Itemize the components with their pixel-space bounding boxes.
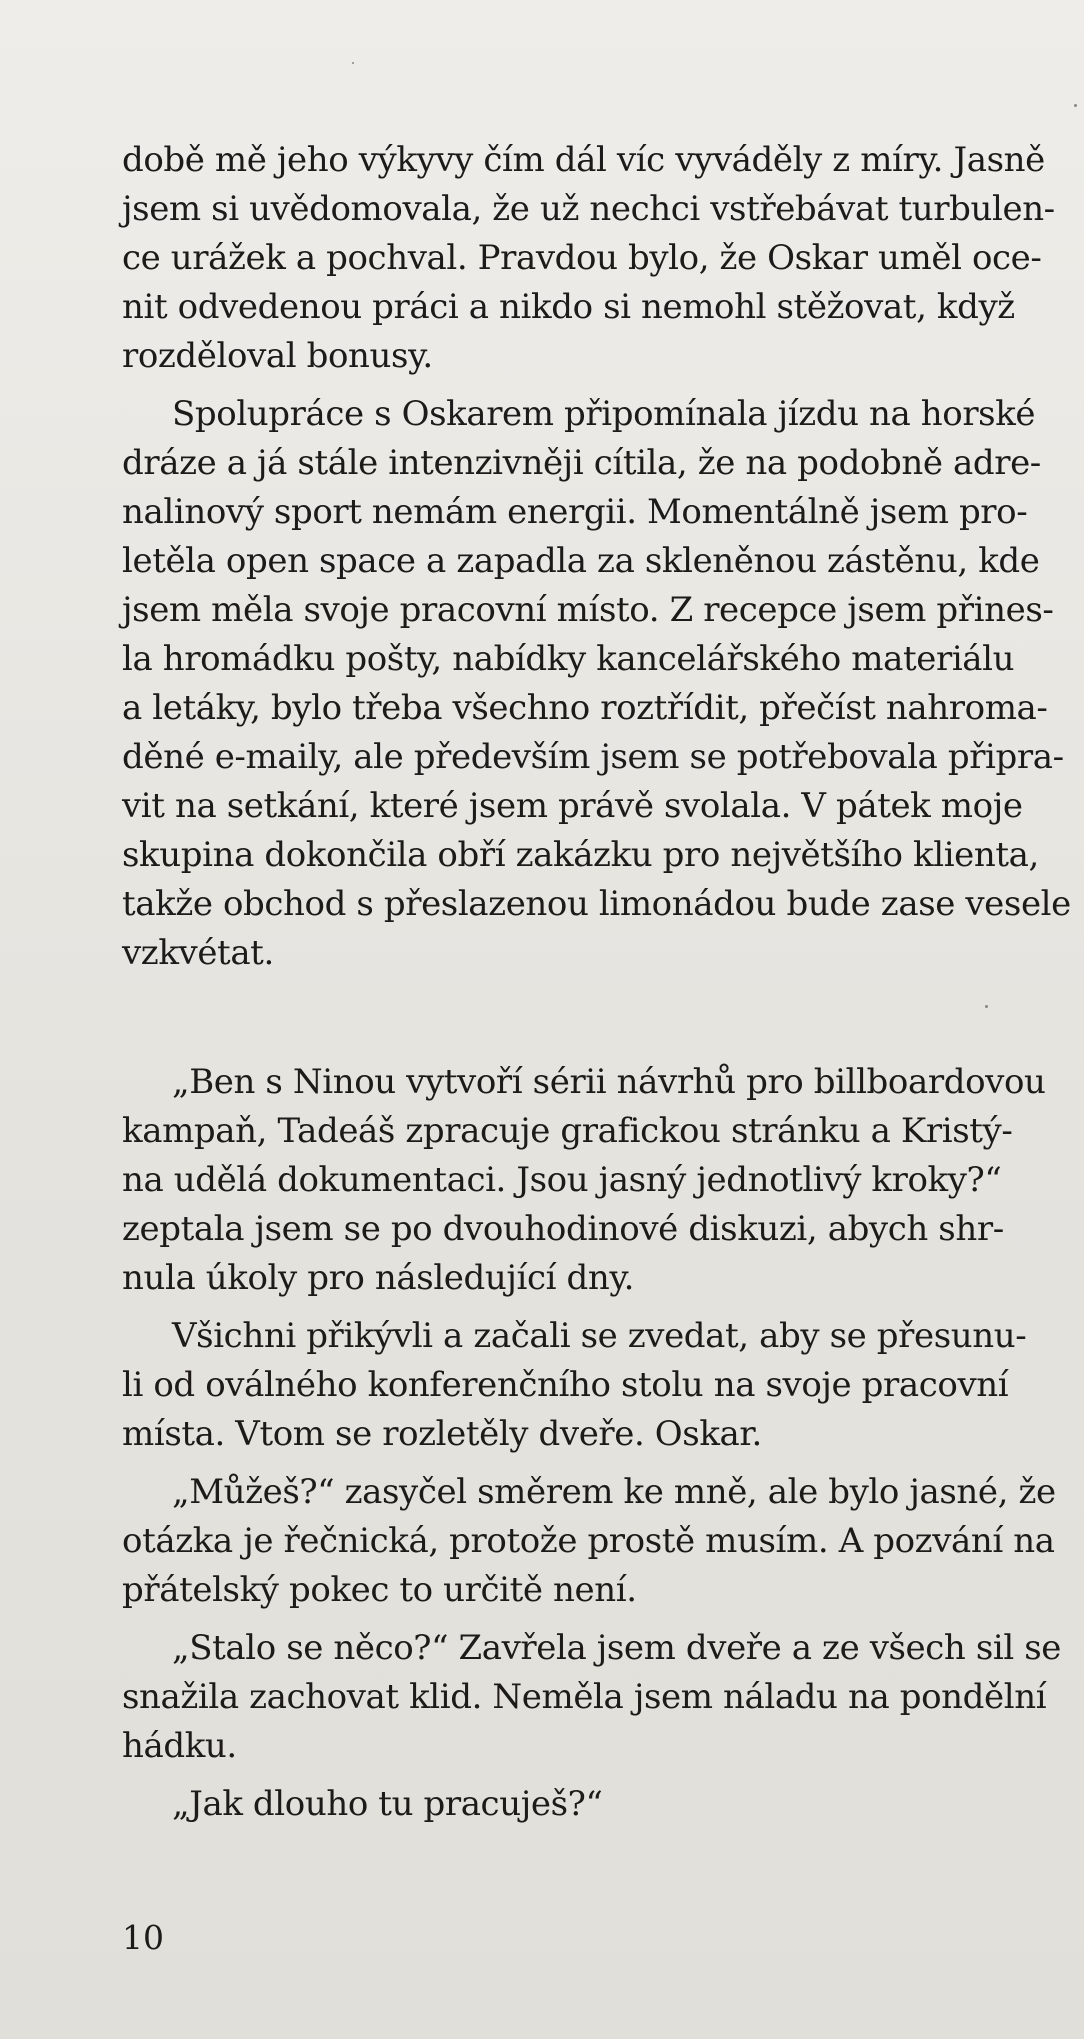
text-line: zeptala jsem se po dvouhodinové diskuzi, abych shr- bbox=[122, 1209, 1004, 1249]
text-line: nit odvedenou práci a nikdo si nemohl stěžovat, když bbox=[122, 287, 1015, 327]
text-line: přátelský pokec to určitě není. bbox=[122, 1570, 637, 1610]
text-line: nalinový sport nemám energii. Momentálně jsem pro- bbox=[122, 492, 1028, 532]
text-line: jsem si uvědomovala, že už nechci vstřebávat turbulen- bbox=[122, 189, 1055, 229]
text-line: ce urážek a pochval. Pravdou bylo, že Oskar uměl oce- bbox=[122, 238, 1042, 278]
text-line: „Jak dlouho tu pracuješ?“ bbox=[172, 1784, 603, 1824]
dust-speck bbox=[985, 1005, 988, 1008]
text-line: takže obchod s přeslazenou limonádou bude zase vesele bbox=[122, 884, 1071, 924]
text-line: Všichni přikývli a začali se zvedat, aby se přesunu- bbox=[172, 1316, 1027, 1356]
text-line: Spolupráce s Oskarem připomínala jízdu na horské bbox=[172, 394, 1036, 434]
text-line: kampaň, Tadeáš zpracuje grafickou stránku a Kristý- bbox=[122, 1111, 1013, 1151]
text-line: na udělá dokumentaci. Jsou jasný jednotlivý kroky?“ bbox=[122, 1160, 1002, 1200]
text-line: jsem měla svoje pracovní místo. Z recepce jsem přines- bbox=[122, 590, 1054, 630]
text-line: snažila zachovat klid. Neměla jsem náladu na pondělní bbox=[122, 1677, 1047, 1717]
text-line: otázka je řečnická, protože prostě musím. A pozvání na bbox=[122, 1521, 1055, 1561]
page-number: 10 bbox=[122, 1918, 164, 1957]
text-line: li od oválného konferenčního stolu na svoje pracovní bbox=[122, 1365, 1009, 1405]
text-line: vzkvétat. bbox=[122, 933, 274, 973]
text-line: hádku. bbox=[122, 1726, 237, 1766]
text-line: děné e-maily, ale především jsem se potřebovala připra- bbox=[122, 737, 1064, 777]
dust-speck bbox=[352, 62, 354, 64]
text-line: nula úkoly pro následující dny. bbox=[122, 1258, 635, 1298]
text-line: době mě jeho výkyvy čím dál víc vyváděly z míry. Jasně bbox=[122, 140, 1045, 180]
text-line: rozděloval bonusy. bbox=[122, 336, 433, 376]
text-line: la hromádku pošty, nabídky kancelářského materiálu bbox=[122, 639, 1015, 679]
dust-speck bbox=[1074, 104, 1077, 107]
text-line: skupina dokončila obří zakázku pro největšího klienta, bbox=[122, 835, 1039, 875]
text-line: dráze a já stále intenzivněji cítila, že na podobně adre- bbox=[122, 443, 1041, 483]
text-line: „Stalo se něco?“ Zavřela jsem dveře a ze všech sil se bbox=[172, 1628, 1061, 1668]
text-line: „Ben s Ninou vytvoří sérii návrhů pro billboardovou bbox=[172, 1062, 1046, 1102]
text-line: vit na setkání, které jsem právě svolala. V pátek moje bbox=[122, 786, 1023, 826]
text-line: a letáky, bylo třeba všechno roztřídit, přečíst nahroma- bbox=[122, 688, 1048, 728]
text-line: místa. Vtom se rozletěly dveře. Oskar. bbox=[122, 1414, 762, 1454]
text-line: letěla open space a zapadla za skleněnou zástěnu, kde bbox=[122, 541, 1040, 581]
text-line: „Můžeš?“ zasyčel směrem ke mně, ale bylo jasné, že bbox=[172, 1472, 1056, 1512]
